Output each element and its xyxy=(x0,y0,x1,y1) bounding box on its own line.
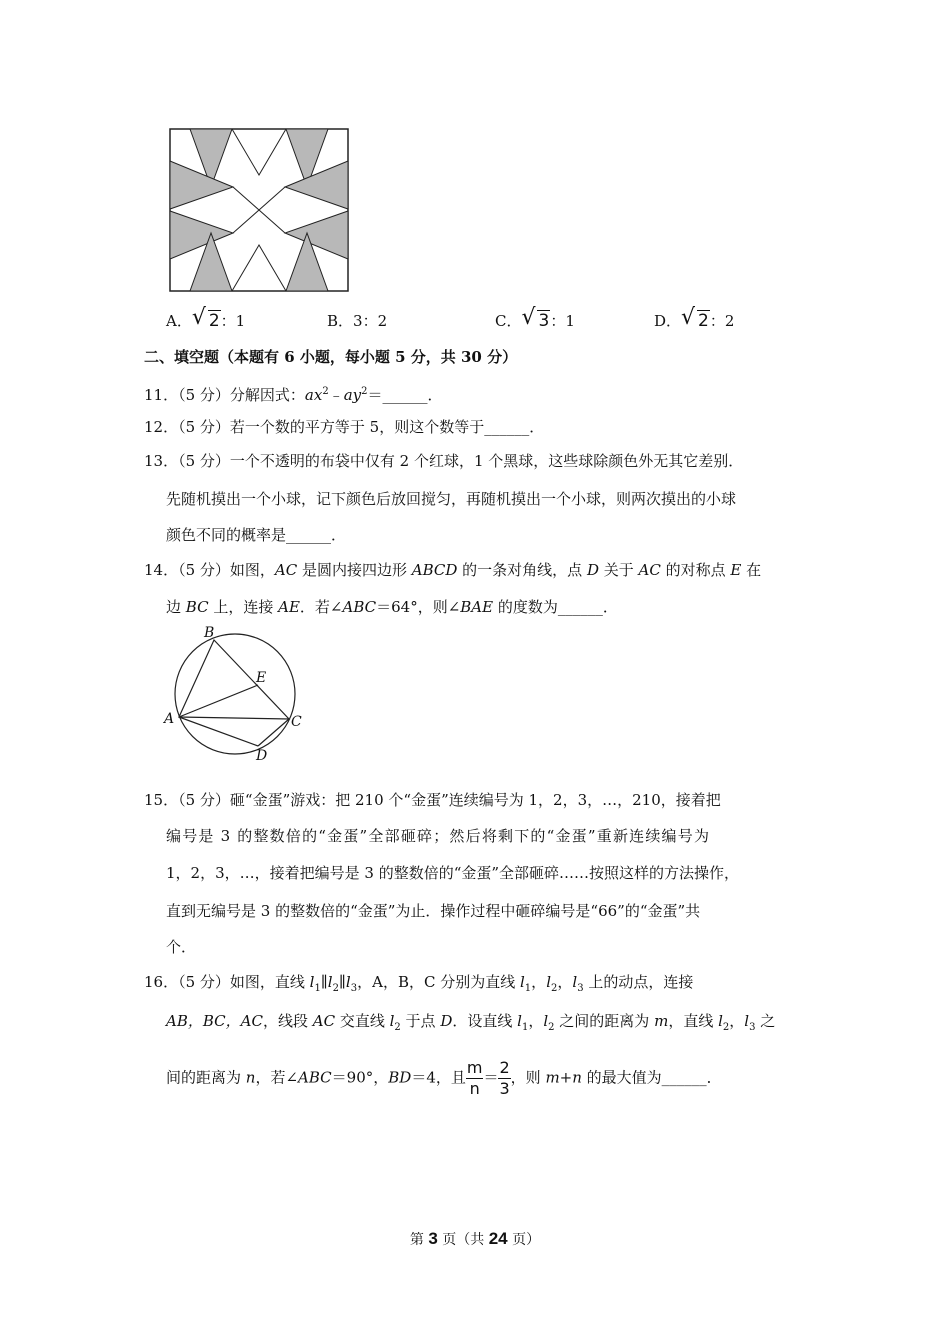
q16-l2-c: AC xyxy=(312,1012,336,1030)
option-d-letter: D． xyxy=(654,312,682,330)
q14-abc: ABC xyxy=(342,598,377,616)
option-a-rest: ：1 xyxy=(220,312,246,330)
option-d xyxy=(654,305,735,331)
question-15-line-2: 编号是 3 的整数倍的“金蛋”全部砸碎；然后将剩下的“金蛋”重新连续编号为 xyxy=(166,827,711,845)
q16-l1-b: ，A，B，C 分别为直线 xyxy=(357,973,520,991)
label-c: C xyxy=(291,714,302,730)
sqrt-symbol: √ 2 xyxy=(191,305,220,331)
option-b xyxy=(327,310,387,331)
q16-l2-d: 交直线 xyxy=(335,1012,390,1030)
option-a-radicand: 2 xyxy=(208,311,220,331)
footer-page-number: 3 xyxy=(428,1229,438,1248)
question-16-line-1: 16．（5 分）如图，直线 $l_1\parallel l_2\parallel l_3$，A，B，C 分别为直线 $l_1$，$l_2$，$l_3$ 上的动点，连接 xyxy=(144,973,694,994)
q16-l3-d: ABC xyxy=(298,1068,332,1087)
frac1-den: n xyxy=(469,1079,480,1098)
q14-e: E xyxy=(730,561,742,579)
q16-l3-c: ，若∠ xyxy=(255,1068,299,1087)
label-a: A xyxy=(164,711,175,727)
q14-l2-5: 的度数为______． xyxy=(493,598,618,616)
question-12: 12．（5 分）若一个数的平方等于 5，则这个数等于______． xyxy=(144,418,545,436)
q11-prefix: 11．（5 分）分解因式： xyxy=(144,386,305,404)
frac1-num: m xyxy=(466,1058,483,1077)
q16-l3-a: 间的距离为 xyxy=(166,1068,246,1087)
q16-l3-f: BD xyxy=(388,1068,412,1087)
q16-l3-h: ，则 xyxy=(510,1068,546,1087)
q14-l2-2: 上，连接 xyxy=(208,598,279,616)
q14-abcd: ABCD xyxy=(411,561,458,579)
footer-pre: 第 xyxy=(409,1232,429,1248)
q14-ac2: AC xyxy=(638,561,661,579)
fraction-m-over-n xyxy=(466,1058,484,1099)
question-16-line-3: 间的距离为 n，若∠ABC＝90°，BD＝4，且 $\frac{m}{n}$ ＝ $\frac{2}{3}$ ，则 m+n 的最大值为______． xyxy=(166,1058,722,1098)
q16-l1-c: 上的动点，连接 xyxy=(583,973,694,991)
label-b: B xyxy=(204,625,215,641)
label-d: D xyxy=(256,748,268,764)
q14-bae: BAE xyxy=(460,598,494,616)
question-13-line-1: 13．（5 分）一个不透明的布袋中仅有 2 个红球，1 个黑球，这些球除颜色外无其它差别． xyxy=(144,452,744,470)
q11-suffix: ＝______． xyxy=(367,386,443,404)
question-11: 11．（5 分）分解因式：$ax^2﹣ay^2=\_\_\_\_\_\_$． xyxy=(144,386,443,404)
sqrt-symbol: √ 3 xyxy=(521,305,550,331)
q16-l2-f: D xyxy=(440,1012,453,1030)
q14-t2: 的一条对角线，点 xyxy=(457,561,587,579)
sqrt-symbol: √ 2 xyxy=(681,305,709,331)
q14-t1: 是圆内接四边形 xyxy=(297,561,412,579)
q14-ac: AC xyxy=(274,561,298,579)
question-13-line-3: 颜色不同的概率是______． xyxy=(166,526,347,544)
question-15-line-4: 直到无编号是 3 的整数倍的“金蛋”为止．操作过程中砸碎编号是“66”的“金蛋”共 xyxy=(166,902,701,920)
q14-num: 14．（5 分）如图， xyxy=(144,561,275,579)
footer-post: 页） xyxy=(507,1232,541,1248)
option-c xyxy=(495,305,575,331)
q16-l3-e: ＝90°， xyxy=(331,1068,389,1087)
option-a-letter: A． xyxy=(166,312,192,330)
question-16-line-2: AB，BC，AC，线段 AC 交直线 $l_2$ 于点 D．设直线 $l_1$，$l_2$ 之间的距离为 m，直线 $l_2$，$l_3$ 之 xyxy=(166,1012,776,1033)
q16-l1-a: 16．（5 分）如图，直线 xyxy=(144,973,310,991)
q14-bc: BC xyxy=(185,598,209,616)
section-2-title: 二、填空题（本题有 6 小题，每小题 5 分，共 30 分） xyxy=(144,348,518,366)
frac2-num: 2 xyxy=(499,1058,510,1077)
q14-d: D xyxy=(586,561,599,579)
q16-l2-k: 之 xyxy=(755,1012,776,1030)
question-14-line-2 xyxy=(166,596,618,617)
q16-l2-b: ，线段 xyxy=(262,1012,313,1030)
q16-l3-j: 的最大值为______． xyxy=(581,1068,722,1087)
question-15-line-3: 1，2，3，…，接着把编号是 3 的整数倍的“金蛋”全部砸碎……按照这样的方法操作， xyxy=(166,864,740,882)
q16-l2-e: 于点 xyxy=(400,1012,441,1030)
footer-total-pages: 24 xyxy=(488,1229,508,1248)
footer-mid: 页（共 xyxy=(437,1232,489,1248)
option-d-rest: ：2 xyxy=(709,312,735,330)
label-e: E xyxy=(256,670,267,686)
q14-l2-3: ．若∠ xyxy=(299,598,343,616)
question-14-line-1 xyxy=(144,559,761,580)
q16-l2-a: AB，BC，AC xyxy=(166,1012,263,1030)
q16-l3-i: m+n xyxy=(545,1068,582,1087)
star-square-figure xyxy=(168,127,350,293)
option-c-rest: ：1 xyxy=(550,312,575,330)
fraction-2-over-3 xyxy=(498,1058,510,1099)
option-c-radicand: 3 xyxy=(538,311,550,331)
option-c-letter: C． xyxy=(495,312,522,330)
q16-l2-g: ．设直线 xyxy=(452,1012,518,1030)
q16-l3-g: ＝4，且 xyxy=(411,1068,466,1087)
option-d-radicand: 2 xyxy=(698,311,709,331)
q16-l2-h: 之间的距离为 xyxy=(554,1012,655,1030)
question-15-line-1: 15．（5 分）砸“金蛋”游戏：把 210 个“金蛋”连续编号为 1，2，3，…，210，接着把 xyxy=(144,791,721,809)
option-b-text: B．3：2 xyxy=(327,312,388,330)
q14-ae: AE xyxy=(278,598,300,616)
q16-l2-j: ，直线 xyxy=(668,1012,719,1030)
page-footer xyxy=(0,1229,950,1249)
option-a xyxy=(166,305,246,331)
circle-quadrilateral-figure xyxy=(160,622,310,764)
frac2-den: 3 xyxy=(499,1079,510,1098)
q16-l3-b: n xyxy=(245,1068,256,1087)
q14-l2-1: 边 xyxy=(166,598,186,616)
question-13-line-2: 先随机摸出一个小球，记下颜色后放回搅匀，再随机摸出一个小球，则两次摸出的小球 xyxy=(166,490,737,508)
q14-l2-4: ＝64°，则∠ xyxy=(376,598,461,616)
q14-t4: 的对称点 xyxy=(660,561,731,579)
question-15-line-5: 个． xyxy=(166,938,197,956)
q14-t3: 关于 xyxy=(598,561,639,579)
q16-l2-i: m xyxy=(654,1012,669,1030)
q14-t5: 在 xyxy=(741,561,762,579)
